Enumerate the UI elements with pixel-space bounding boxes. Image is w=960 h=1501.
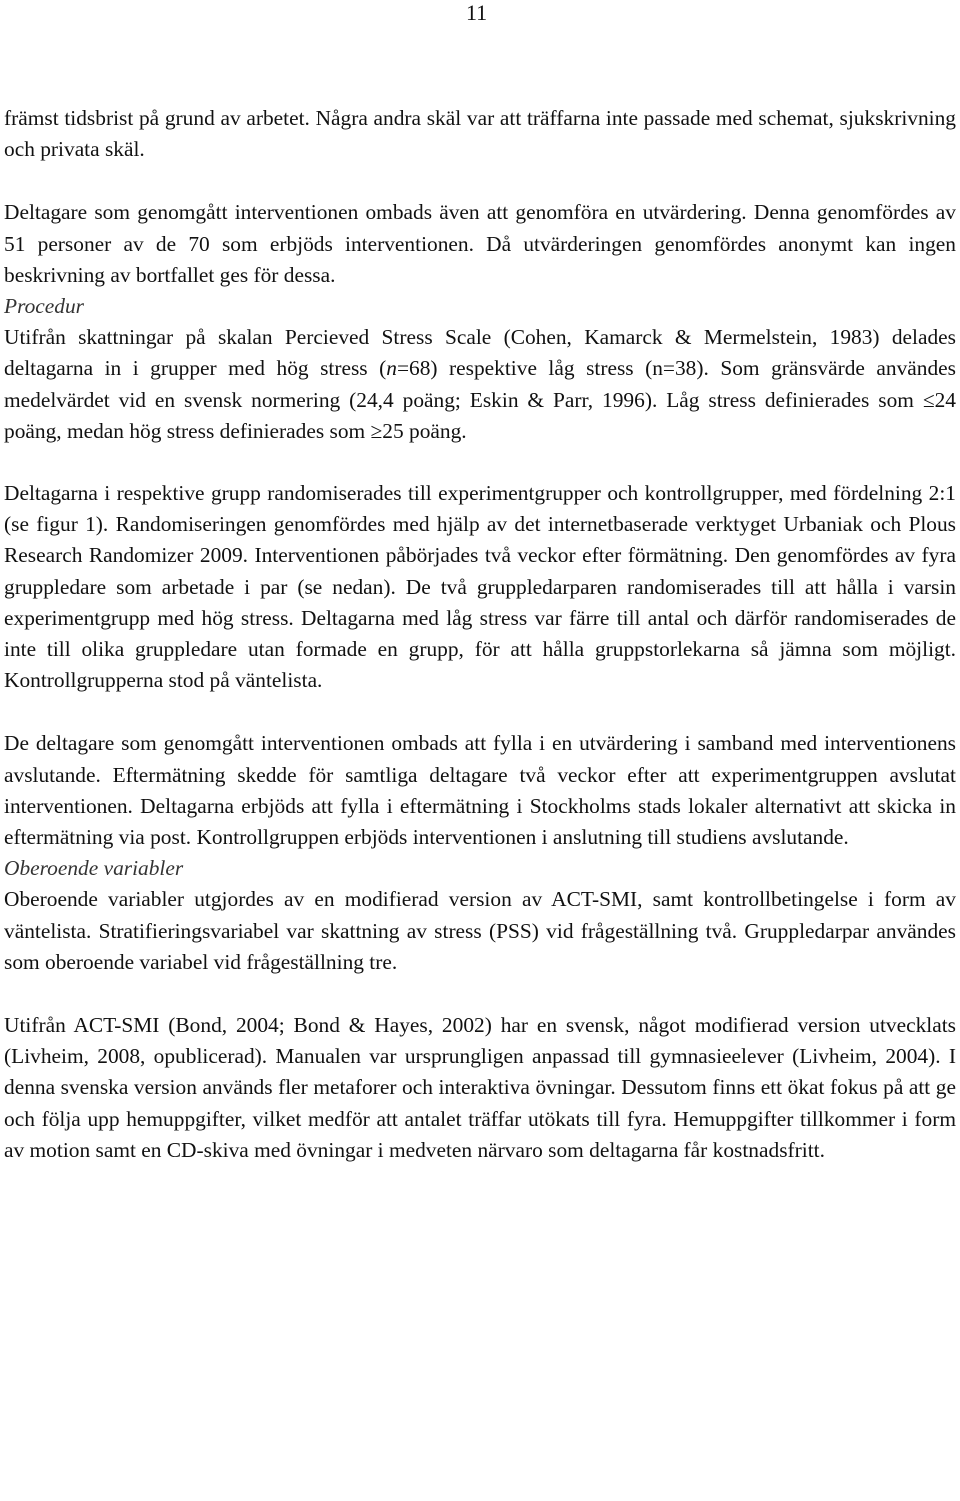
section-heading-oberoende-variabler: Oberoende variabler <box>4 856 184 881</box>
paragraph-stress-groups <box>4 322 956 447</box>
paragraph-randomization: Deltagarna i respektive grupp randomiserades till experimentgrupper och kontrollgrupper, med fördelning 2:1 (se figur 1). Randomiseringen genomfördes med hjälp av det internetbaserade verktyget Urbaniak och Plous Research Randomizer 2009. Interventionen påbörjades två veckor efter förmätning. Den genomfördes av fyra gruppledare som arbetade i par (se nedan). De två gruppledarparen randomiserades till att hålla i varsin experimentgrupp med hög stress. Deltagarna med låg stress var färre till antal och därför randomiserades de inte till olika gruppledare utan formade en grupp, för att hålla gruppstorlekarna så jämna som möjligt. Kontrollgrupperna stod på väntelista. <box>4 481 956 693</box>
paragraph-dropout-reasons: främst tidsbrist på grund av arbetet. Några andra skäl var att träffarna inte passade med schemat, sjukskrivning och privata skäl. <box>4 106 956 162</box>
paragraph-stress-groups-part1: Utifrån skattningar på skalan Percieved Stress Scale (Cohen, Kamarck & Mermelstein, 1983) delades deltagarna in i grupper med hög stress ( <box>4 325 956 381</box>
page-number: 11 <box>466 0 488 25</box>
paragraph-act-smi: Utifrån ACT-SMI (Bond, 2004; Bond & Hayes, 2002) har en svensk, något modifierad version utvecklats (Livheim, 2008, opublicerad). Manualen var ursprungligen anpassad till gymnasieelever (Livheim, 2004). I denna svenska version används fler metaforer och interaktiva övningar. Dessutom finns ett ökat fokus på att ge och följa upp hemuppgifter, vilket medför att antalet träffar utökats till fyra. Hemuppgifter tillkommer i form av motion samt en CD-skiva med övningar i medveten närvaro som deltagarna får kostnadsfritt. <box>4 1013 956 1162</box>
paragraph-stress-groups-part2: =68) respektive låg stress (n=38). Som gränsvärde användes medelvärdet vid en svensk normering (24,4 poäng; Eskin & Parr, 1996). Låg stress definierades som ≤24 poäng, medan hög stress definierades som ≥25 poäng. <box>4 356 956 443</box>
paragraph-post-measurement: De deltagare som genomgått interventionen ombads att fylla i en utvärdering i samband med interventionens avslutande. Eftermätning skedde för samtliga deltagare två veckor efter att experimentgruppen avslutat interventionen. Deltagarna erbjöds att fylla i eftermätning i Stockholms stads lokaler alternativt att skicka in eftermätning via post. Kontrollgruppen erbjöds interventionen i anslutning till studiens avslutande. <box>4 731 956 850</box>
paragraph-evaluation: Deltagare som genomgått interventionen ombads även att genomföra en utvärdering. Denna genomfördes av 51 personer av de 70 som erbjöds interventionen. Då utvärderingen genomfördes anonymt kan ingen beskrivning av bortfallet ges för dessa. <box>4 200 956 287</box>
document-body <box>4 103 956 1166</box>
italic-n: n <box>386 356 397 381</box>
paragraph-independent-variables: Oberoende variabler utgjordes av en modifierad version av ACT-SMI, samt kontrollbetingelse i form av väntelista. Stratifieringsvariabel var skattning av stress (PSS) vid frågeställning två. Gruppledarpar användes som oberoende variabel vid frågeställning tre. <box>4 887 956 974</box>
section-heading-procedur: Procedur <box>4 294 84 319</box>
